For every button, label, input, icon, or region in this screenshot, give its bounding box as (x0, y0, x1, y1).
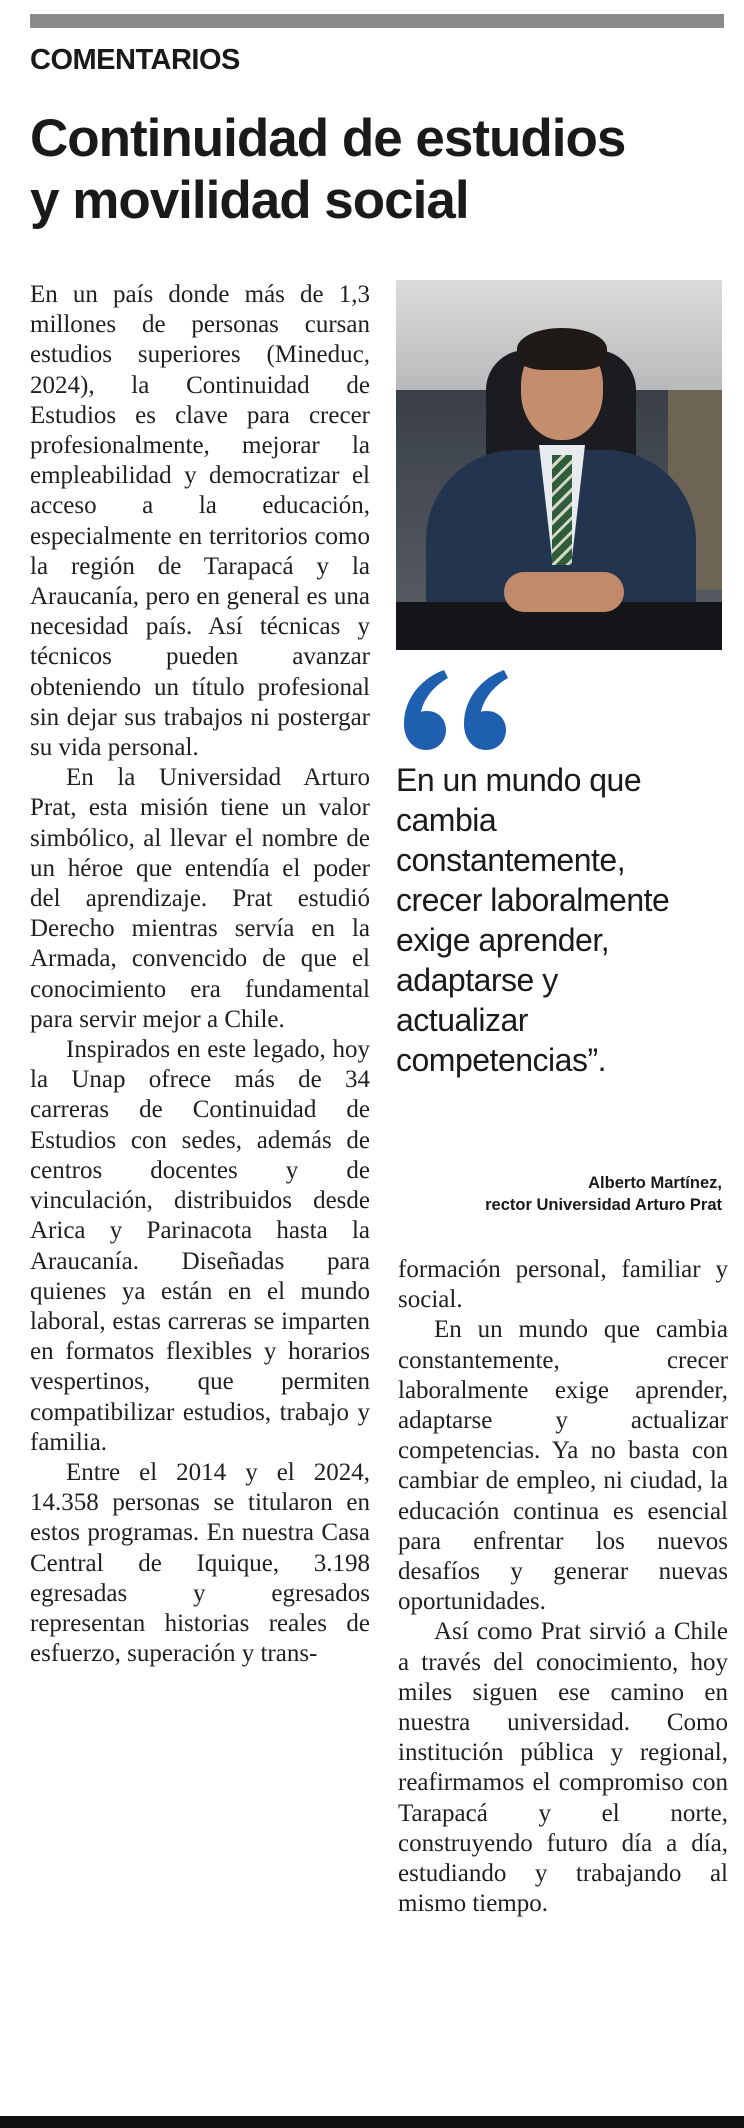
quote-attribution (485, 1172, 722, 1216)
section-label: COMENTARIOS (30, 44, 240, 76)
photo-tie (552, 455, 572, 565)
headline (30, 108, 730, 232)
paragraph-6: En un mundo que cambia constantemente, crecer laboralmente exige aprender, adaptarse y actualizar competencias. Ya no basta con cambiar de empleo, ni ciudad, la educación continua es esencial para enfrentar los nuevos desafíos y generar nuevas oportunidades. (398, 1316, 728, 1616)
pull-quote-line: competencias”. (396, 1042, 606, 1078)
bottom-rule (0, 2116, 744, 2128)
paragraph-4: Entre el 2014 y el 2024, 14.358 personas se titularon en estos programas. En nuestra Casa Central de Iquique, 3.198 egresadas y egresados representan historias reales de esfuerzo, superación y trans- (30, 1458, 370, 1668)
article-left-column (30, 280, 370, 1669)
paragraph-5: formación personal, familiar y social. (398, 1256, 728, 1314)
quote-mark-left (404, 670, 448, 750)
paragraph-7: Así como Prat sirvió a Chile a través del conocimiento, hoy miles siguen ese camino en nuestra universidad. Como institución pública y regional, reafirmamos el compromiso con Tarapacá y el norte, construyendo futuro día a día, estudiando y trabajando al mismo tiempo. (398, 1618, 728, 1918)
author-role: rector Universidad Arturo Prat (485, 1196, 722, 1214)
photo-hair (517, 328, 607, 370)
pull-quote-line: exige aprender, (396, 922, 610, 958)
headline-line-1: Continuidad de estudios (30, 109, 626, 168)
paragraph-3: Inspirados en este legado, hoy la Unap ofrece más de 34 carreras de Continuidad de Estudios con sedes, además de centros docentes y de vinculación, distribuidos desde Arica y Parinacota hasta la Araucanía. Diseñadas para quienes ya están en el mundo laboral, estas carreras se imparten en formatos flexibles y horarios vespertinos, que permiten compatibilizar estudios, trabajo y familia. (30, 1036, 370, 1456)
quote-mark-right (464, 670, 508, 750)
photo-hands (504, 572, 624, 612)
pull-quote-line: actualizar (396, 1002, 528, 1038)
pull-quote-line: adaptarse y (396, 962, 558, 998)
pull-quote-line: cambia (396, 802, 497, 838)
paragraph-1: En un país donde más de 1,3 millones de personas cursan estudios superiores (Mineduc, 2024), la Continuidad de Estudios es clave para crecer profesionalmente, mejorar la empleabilidad y democratizar el acceso a la educación, especialmente en territorios como la región de Tarapacá y la Araucanía, pero en general es una necesidad país. Así técnicas y técnicos pueden avanzar obteniendo un título profesional sin dejar sus trabajos ni postergar su vida personal. (30, 281, 370, 762)
quote-marks-icon (396, 664, 516, 754)
pull-quote (396, 760, 736, 1080)
pull-quote-line: crecer laboralmente (396, 882, 670, 918)
author-portrait-photo (396, 280, 722, 650)
paragraph-2: En la Universidad Arturo Prat, esta misión tiene un valor simbólico, al llevar el nombre de un héroe que entendía el poder del aprendizaje. Prat estudió Derecho mientras servía en la Armada, convencido de que el conocimiento era fundamental para servir mejor a Chile. (30, 764, 370, 1033)
pull-quote-line: constantemente, (396, 842, 626, 878)
pull-quote-line: En un mundo que (396, 762, 642, 798)
top-rule (30, 14, 724, 28)
headline-line-2: y movilidad social (30, 171, 469, 230)
author-name: Alberto Martínez, (588, 1174, 722, 1192)
article-right-column (398, 1255, 728, 1919)
